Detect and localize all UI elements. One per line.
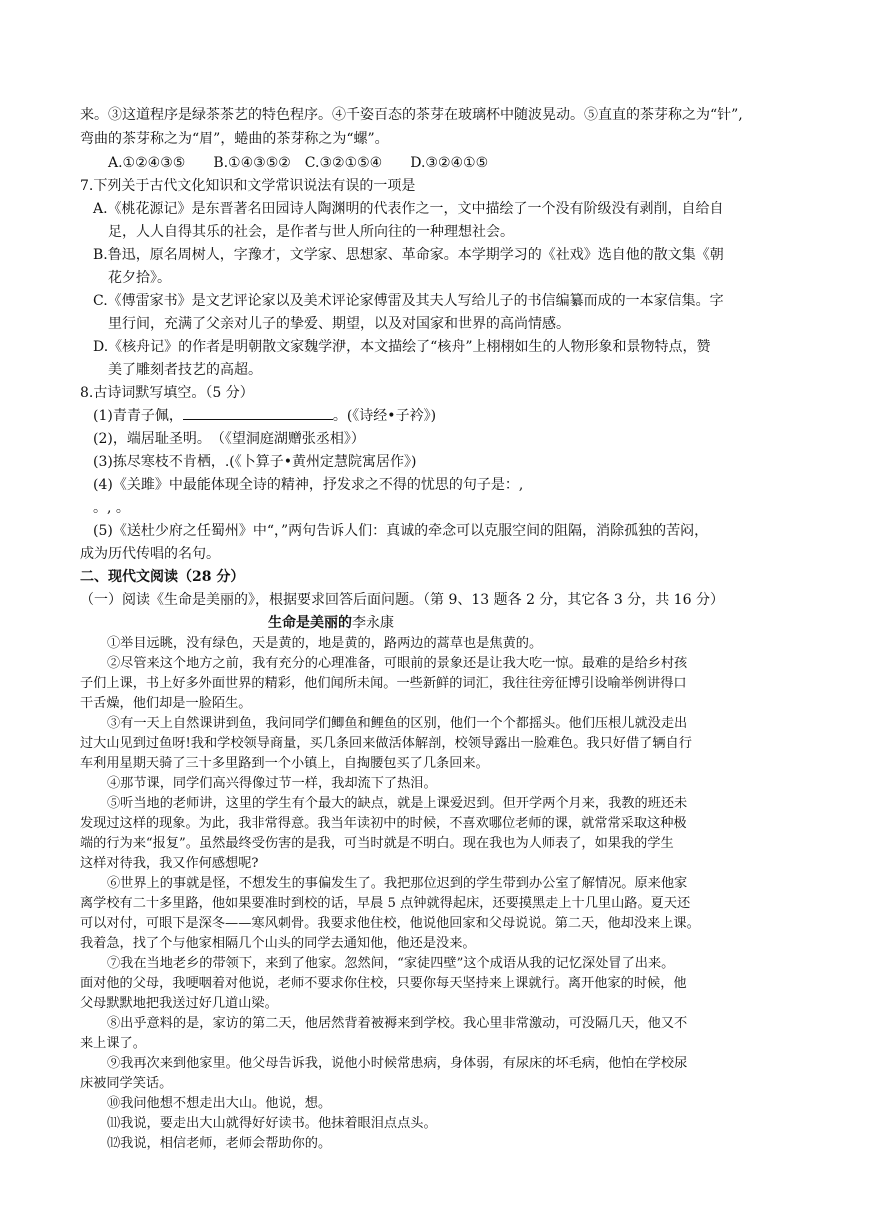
- paragraph-line: 床被同学笑话。: [80, 1076, 173, 1091]
- paragraph-line: 干舌燥，他们却是一脸陌生。: [80, 696, 252, 711]
- text-line: 来。③这道程序是绿茶茶艺的特色程序。④千姿百态的茶芽在玻璃杯中随波晃动。⑤直直的茶芽称之为“针”,: [80, 107, 743, 123]
- option-c: C.《傅雷家书》是文艺评论家以及美术评论家傅雷及其夫人写给儿子的书信编纂而成的一本家信集。字: [93, 293, 724, 309]
- article-title-text: 生命是美丽的: [268, 615, 352, 631]
- paragraph-line: ⑧出乎意料的是，家访的第二天，他居然背着被褥来到学校。我心里非常激动，可没隔几天，他又不: [107, 1016, 688, 1031]
- paragraph-line: 父母默默地把我送过好几道山梁。: [80, 996, 278, 1011]
- article-author: 李永康: [352, 615, 394, 631]
- option-a-cont: 足，人人自得其乐的社会，是作者与世人所向往的一种理想社会。: [108, 224, 514, 240]
- paragraph-line: ②尽管来这个地方之前，我有充分的心理准备，可眼前的景象还是让我大吃一惊。最难的是给乡村孩: [107, 656, 688, 671]
- question-7: 7.下列关于古代文化知识和文学常识说法有误的一项是: [80, 178, 416, 194]
- paragraph-line: ④那节课，同学们高兴得像过节一样，我却流下了热泪。: [107, 776, 437, 791]
- paragraph-line: ⑤听当地的老师讲，这里的学生有个最大的缺点，就是上课爱迟到。但开学两个月来，我教的班还未: [107, 796, 688, 811]
- poem-fill-1-source: 。(《诗经•子衿》): [332, 408, 437, 424]
- poem-fill-1-text: (1)青青子佩，: [93, 408, 183, 424]
- option-b: B.鲁迅，原名周树人，字豫才，文学家、思想家、革命家。本学期学习的《社戏》选自他的散文集《朝: [93, 247, 724, 263]
- answer-blank[interactable]: [183, 407, 333, 420]
- option-b-cont: 花夕拾》。: [108, 270, 171, 286]
- paragraph-line: ③有一天上自然课讲到鱼，我问同学们鲫鱼和鲤鱼的区别，他们一个个都摇头。他们压根儿就没走出: [107, 716, 688, 731]
- paragraph-line: 可以对付，可眼下是深冬——寒风刺骨。我要求他住校，他说他回家和父母说说。第二天，他却没来上课。: [80, 916, 700, 931]
- poem-fill-3: (3)拣尽寒枝不肯栖，.(《卜算子•黄州定慧院寓居作》): [93, 454, 417, 470]
- paragraph-line: ⑩我问他想不想走出大山。他说，想。: [107, 1096, 332, 1111]
- paragraph-line: 过大山见到过鱼呀!我和学校领导商量，买几条回来做活体解剖，校领导露出一脸难色。我只好借了辆自行: [80, 736, 692, 751]
- poem-fill-2: (2)，端居耻圣明。 （《望洞庭湖赠张丞相》）: [93, 431, 365, 447]
- option-line: A.①②④③⑤ B.①④③⑤② C.③②①⑤④ D.③②④①⑤: [108, 155, 489, 171]
- poem-fill-5: (5)《送杜少府之任蜀州》中“，”两句告诉人们：真诚的牵念可以克服空间的阻隔，消除孤独的苦闷，: [93, 523, 709, 539]
- paragraph-line: 面对他的父母，我哽咽着对他说，老师不要求你住校，只要你每天坚持来上课就行。离开他家的时候，他: [80, 976, 687, 991]
- option-c-cont: 里行间，充满了父亲对儿子的挚爱、期望，以及对国家和世界的高尚情感。: [108, 316, 570, 332]
- poem-fill-4: (4)《关雎》中最能体现全诗的精神，抒发求之不得的忧思的句子是：,: [93, 477, 524, 493]
- paragraph-line: 端的行为来“报复”。虽然最终受伤害的是我，可当时就是不明白。现在我也为人师表了，如果我的学生: [80, 836, 674, 851]
- paragraph-line: ⑥世界上的事就是怪，不想发生的事偏发生了。我把那位迟到的学生带到办公室了解情况。原来他家: [107, 876, 688, 891]
- paragraph-line: 发现过这样的现象。为此，我非常得意。我当年读初中的时候，不喜欢哪位老师的课，就常常采取这种极: [80, 816, 687, 831]
- article-title: [268, 613, 394, 633]
- section-heading: 二、现代文阅读（28 分）: [80, 569, 245, 585]
- text-line: 弯曲的茶芽称之为“眉”，蜷曲的茶芽称之为“螺”。: [80, 131, 389, 147]
- poem-fill-1: [93, 406, 436, 426]
- paragraph-line: ⑨我再次来到他家里。他父母告诉我，说他小时候常患病，身体弱，有尿床的坏毛病，他怕在学校尿: [107, 1056, 688, 1071]
- poem-fill-4-cont: 。, 。: [93, 500, 130, 516]
- paragraph-line: ①举目远眺，没有绿色，天是黄的，地是黄的，路两边的蒿草也是焦黄的。: [107, 636, 543, 651]
- question-8: 8.古诗词默写填空。（5 分）: [80, 385, 254, 401]
- paragraph-line: 来上课了。: [80, 1036, 146, 1051]
- poem-fill-5-cont: 成为历代传唱的名句。: [80, 546, 220, 562]
- option-d: D.《核舟记》的作者是明朝散文家魏学洢，本文描绘了“核舟”上栩栩如生的人物形象和景物特点，赞: [93, 339, 711, 355]
- paragraph-line: ⑾我说，要走出大山就得好好读书。他抹着眼泪点点头。: [107, 1116, 437, 1131]
- paragraph-line: 这样对待我，我又作何感想呢?: [80, 856, 259, 871]
- paragraph-line: 我着急，找了个与他家相隔几个山头的同学去通知他，他还是没来。: [80, 936, 476, 951]
- paragraph-line: ⑿我说，相信老师，老师会帮助你的。: [107, 1136, 332, 1151]
- option-d-cont: 美了雕刻者技艺的高超。: [108, 362, 262, 378]
- paragraph-line: 离学校有二十多里路，他如果要准时到校的话，早晨 5 点钟就得起床，还要摸黑走上十几里山路。夏天还: [80, 896, 691, 911]
- paragraph-line: ⑦我在当地老乡的带领下，来到了他家。忽然间，“家徒四壁”这个成语从我的记忆深处冒了出来。: [107, 956, 675, 971]
- option-a: A.《桃花源记》是东晋著名田园诗人陶渊明的代表作之一，文中描绘了一个没有阶级没有剥削，自给自: [93, 201, 724, 217]
- paragraph-line: 子们上课，书上好多外面世界的精彩，他们闻所未闻。一些新鲜的词汇，我往往旁征博引设喻举例讲得口: [80, 676, 687, 691]
- reading-instructions: （一）阅读《生命是美丽的》，根据要求回答后面问题。（第 9、13 题各 2 分，其它各 3 分，共 16 分）: [80, 592, 724, 608]
- paragraph-line: 车利用星期天骑了三十多里路到一个小镇上，自掏腰包买了几条回来。: [80, 756, 489, 771]
